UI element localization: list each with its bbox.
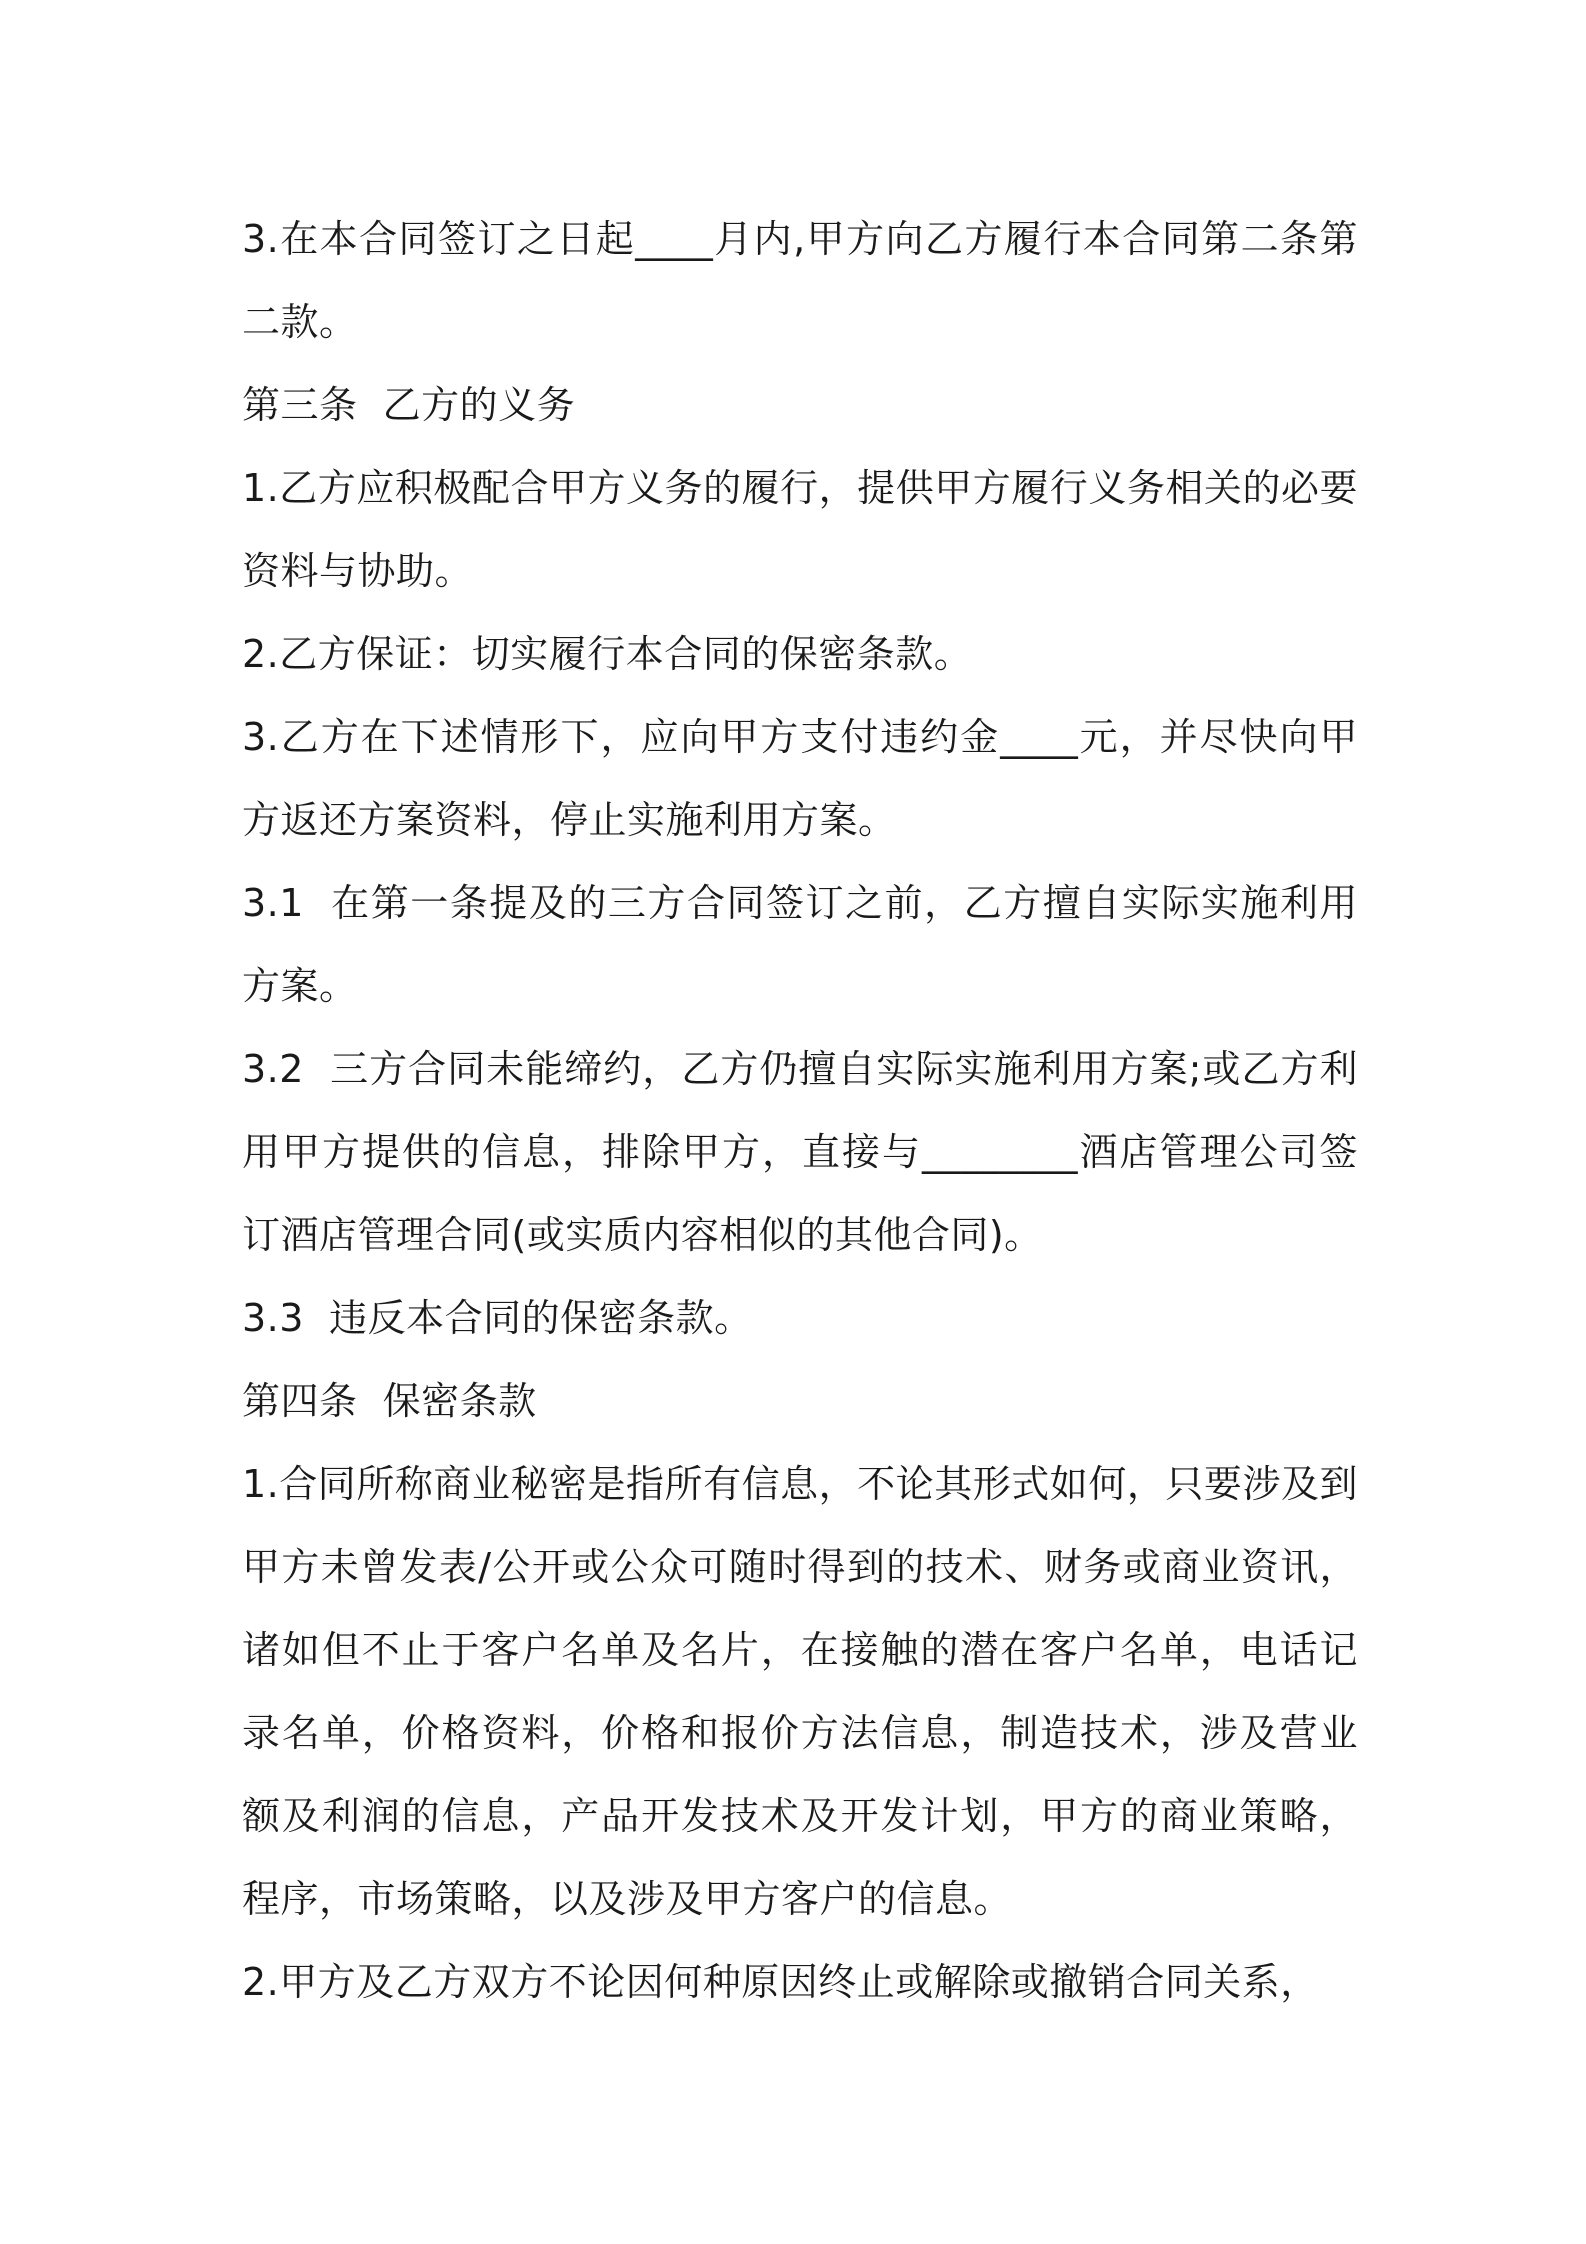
paragraph-obligation-3-3: 3.3 违反本合同的保密条款。	[242, 1296, 753, 1340]
paragraph-obligation-1: 1.乙方应积极配合甲方义务的履行，提供甲方履行义务相关的必要资料与协助。	[242, 466, 1358, 593]
paragraph-clause-3-timing: 3.在本合同签订之日起____月内,甲方向乙方履行本合同第二条第二款。	[242, 217, 1358, 344]
paragraph-obligation-3: 3.乙方在下述情形下，应向甲方支付违约金____元，并尽快向甲方返还方案资料，停止实施利用方案。	[242, 715, 1358, 842]
paragraph-obligation-2: 2.乙方保证：切实履行本合同的保密条款。	[242, 632, 973, 676]
heading-article-4: 第四条 保密条款	[242, 1379, 537, 1423]
paragraph-confidentiality-1: 1.合同所称商业秘密是指所有信息，不论其形式如何，只要涉及到甲方未曾发表/公开或公众可随时得到的技术、财务或商业资讯，诸如但不止于客户名单及名片，在接触的潜在客户名单，电话记录名单，价格资料，价格和报价方法信息，制造技术，涉及营业额及利润的信息，产品开发技术及开发计划，甲方的商业策略，程序，市场策略，以及涉及甲方客户的信息。	[242, 1462, 1358, 1921]
paragraph-obligation-3-2: 3.2 三方合同未能缔约，乙方仍擅自实际实施利用方案;或乙方利用甲方提供的信息，排除甲方，直接与________酒店管理公司签订酒店管理合同(或实质内容相似的其他合同)。	[242, 1047, 1358, 1257]
document-body	[242, 198, 1358, 2024]
paragraph-confidentiality-2: 2.甲方及乙方双方不论因何种原因终止或解除或撤销合同关系，	[242, 1960, 1319, 2004]
paragraph-obligation-3-1: 3.1 在第一条提及的三方合同签订之前，乙方擅自实际实施利用方案。	[242, 881, 1358, 1008]
heading-article-3: 第三条 乙方的义务	[242, 383, 576, 427]
